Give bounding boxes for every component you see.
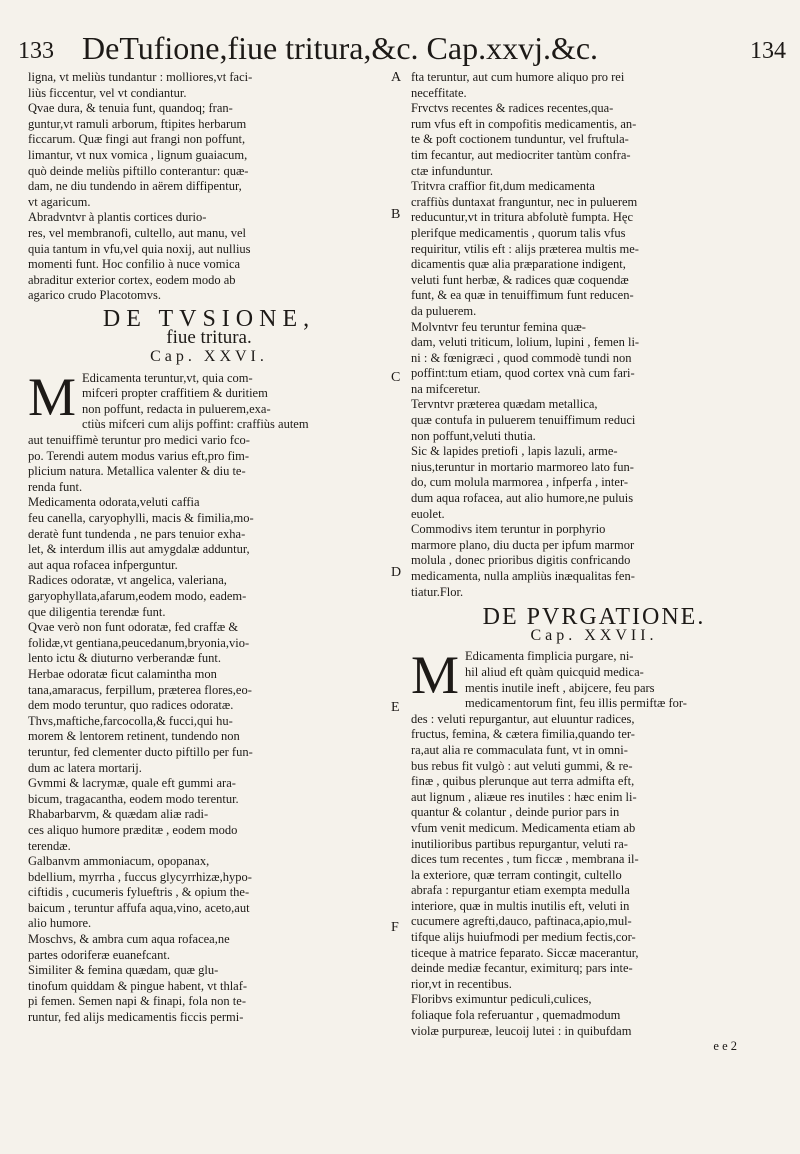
text-line: Moschvs, & ambra cum aqua rofacea,ne	[28, 932, 230, 947]
text-line: te & poft coctionem tunduntur, vel fruftula-	[411, 132, 629, 147]
section-heading-tusione: DE TVSIONE,	[102, 305, 316, 332]
text-line: runtur, fed alijs medicamentis ficcis permi-	[28, 1010, 244, 1025]
text-line: Rhabarbarvm, & quædam aliæ radi-	[28, 807, 209, 822]
text-line: hil aliud eft quàm quicquid medica-	[465, 664, 644, 679]
text-line: Sic & lapides pretiofi , lapis lazuli, arme-	[411, 444, 618, 459]
drop-capital: M	[28, 366, 77, 427]
text-line: mentis inutile ineft , abijcere, feu pars	[465, 680, 655, 695]
text-line: que diligentia terendæ funt.	[28, 604, 166, 619]
text-line: ces aliquo humore præditæ , eodem modo	[28, 822, 238, 837]
text-line: tifque alijs huiufmodi per medium fectis,cor-	[411, 930, 636, 945]
text-line: rum vfus eft in compofitis medicamentis, an-	[411, 116, 637, 131]
text-line: res, vel membranofi, cultello, aut manu, vel	[28, 225, 246, 240]
text-line: dem modo teruntur, quo radices odoratæ.	[28, 698, 234, 713]
text-line: Gvmmi & lacrymæ, quale eft gummi ara-	[28, 776, 236, 791]
text-line: foliaque fola referuantur , quemadmodum	[411, 1008, 621, 1023]
text-line: Thvs,maftiche,farcocolla,& fucci,qui hu-	[28, 713, 233, 728]
text-line: ciftidis , cucumeris fylueftris , & opium the-	[28, 885, 250, 900]
text-line: plerifque medicamentis , quorum talis vfus	[411, 225, 626, 240]
text-line: cucumere agrefti,dauco, paftinaca,apio,mul-	[411, 914, 632, 929]
text-line: do, cum molula marmorea , infperfa , inter-	[411, 475, 629, 490]
text-line: Molvntvr feu teruntur femina quæ-	[411, 319, 586, 334]
right-section-text	[411, 645, 777, 1039]
text-line: des : veluti repurgantur, aut eluuntur radices,	[411, 711, 635, 726]
text-line: pi femen. Semen napi & finapi, fola non te-	[28, 994, 246, 1009]
text-line: requiritur, vtilis eft : alijs præterea multis me-	[411, 241, 639, 256]
text-line: rior,vt in recentibus.	[411, 976, 512, 991]
text-line: Edicamenta teruntur,vt, quia com-	[82, 370, 253, 385]
text-line: po. Terendi autem modus varius eft,pro fim-	[28, 448, 250, 463]
text-line: neceffitate.	[411, 85, 467, 100]
text-line: inutilioribus partibus repurgantur, veluti ra-	[411, 836, 628, 851]
text-line: aut tenuiffimè teruntur pro medici vario fco-	[28, 433, 250, 448]
page-number-left: 133	[18, 38, 54, 64]
text-line: ticeque à matrice feparato. Siccæ macerantur,	[411, 945, 639, 960]
chapter-number-27: Cap. XXVII.	[530, 626, 658, 644]
marker-b: B	[391, 207, 401, 222]
text-line: la exteriore, quæ terram contingit, cultello	[411, 867, 622, 882]
text-line: bus rebus fit vulgò : aut veluti gummi, & re-	[411, 758, 633, 773]
section-heading-purgatione: DE PVRGATIONE.	[482, 604, 706, 631]
text-line: vt agaricum.	[28, 194, 91, 209]
text-line: feu canella, caryophylli, macis & fimilia,mo-	[28, 511, 254, 526]
text-line: tiatur.Flor.	[411, 584, 464, 599]
text-line: folidæ,vt gentiana,peucedanum,bryonia,vio-	[28, 635, 250, 650]
text-line: plicium natura. Metallica valenter & diu te-	[28, 464, 246, 479]
text-line: lento ictu & diuturno verberandæ funt.	[28, 651, 222, 666]
text-line: Qvae verò non funt odoratæ, fed craffæ &	[28, 620, 239, 635]
text-line: guntur,vt ramuli arborum, ftipites herbarum	[28, 116, 247, 131]
text-line: poffint:tum etiam, quod cortex vnà cum fari-	[411, 366, 635, 381]
text-line: fta teruntur, aut cum humore aliquo pro rei	[411, 70, 625, 84]
text-line: Commodivs item teruntur in porphyrio	[411, 522, 606, 537]
text-line: ligna, vt meliùs tundantur : molliores,vt faci-	[28, 70, 253, 84]
text-line: quæ contufa in puluerem tenuiffimum reduci	[411, 413, 636, 428]
text-line: euolet.	[411, 506, 445, 521]
text-line: abraditur exterior cortex, eodem modo ab	[28, 272, 236, 287]
text-line: ficcarum. Quæ fingi aut frangi non poffunt,	[28, 132, 246, 147]
text-line: bicum, tragacantha, eodem modo terentur.	[28, 791, 239, 806]
page-number-right: 134	[750, 38, 786, 64]
right-column	[411, 70, 777, 1115]
text-line: baicum , teruntur affufa aqua,vino, aceto,aut	[28, 900, 250, 915]
drop-capital: M	[411, 645, 460, 706]
text-line: vfum venit medicum. Medicamenta etiam ab	[411, 820, 636, 835]
text-line: medicamenta, nulla ampliùs inæqualitas fen-	[411, 569, 635, 583]
text-line: Radices odoratæ, vt angelica, valeriana,	[28, 573, 227, 588]
text-line: aut aqua rofacea infperguntur.	[28, 557, 178, 572]
text-line: da puluerem.	[411, 303, 477, 318]
text-line: Qvae dura, & tenuia funt, quandoq; fran-	[28, 101, 233, 116]
text-line: dices tum recentes , tum ficcæ , membrana il-	[411, 852, 639, 867]
right-continuation-text	[411, 70, 777, 600]
text-line: dam, veluti triticum, lolium, lupini , femen li-	[411, 335, 640, 350]
text-line: dum ac latera mortarij.	[28, 760, 142, 775]
marker-a: A	[391, 70, 402, 85]
chapter-number-26: Cap. XXVI.	[150, 348, 268, 366]
text-line: let, & interdum illis aut amygdalæ adduntur,	[28, 542, 250, 557]
text-line: Galbanvm ammoniacum, opopanax,	[28, 854, 210, 869]
text-line: non poffunt, redacta in puluerem,exa-	[82, 401, 271, 416]
text-line: quò deinde meliùs piftillo conterantur: quæ-	[28, 163, 249, 178]
text-line: tana,amaracus, ferpillum, præterea flores,eo-	[28, 682, 252, 697]
text-line: funt, & ea quæ in tenuiffimum funt reducen-	[411, 288, 634, 303]
text-line: quia tantum in vfu,vel quia noxij, aut nullius	[28, 241, 251, 256]
text-line: teruntur, fed clementer ducto piftillo per fun-	[28, 744, 253, 759]
text-line: Edicamenta fimplicia purgare, ni-	[465, 649, 634, 664]
text-line: mifceri propter craffitiem & duritiem	[82, 386, 268, 401]
text-line: veluti funt herbæ, & radices quæ coquendæ	[411, 272, 629, 287]
text-line: Tervntvr præterea quædam metallica,	[411, 397, 598, 412]
text-line: garyophyllata,afarum,eodem modo, eadem-	[28, 589, 247, 603]
text-line: non poffunt,veluti thutia.	[411, 428, 536, 443]
text-line: terendæ.	[28, 838, 71, 853]
left-section-body	[28, 366, 390, 1026]
text-line: reducuntur,vt in tritura abfolutè fumpta. Hęc	[411, 210, 633, 225]
text-line: molula , donec prioribus digitis confricando	[411, 553, 631, 568]
text-line: craffiùs duntaxat franguntur, nec in puluerem	[411, 194, 638, 209]
text-line: Tritvra craffior fit,dum medicamenta	[411, 179, 595, 194]
marker-d: D	[391, 565, 402, 580]
text-line: tinofum quiddam & pingue habent, vt thlaf-	[28, 978, 248, 993]
catchword: e e 2	[713, 1039, 737, 1054]
text-line: deinde mediæ fecantur, eximiturq; pars inte-	[411, 961, 633, 976]
marker-c: C	[391, 370, 401, 385]
text-line: ctiùs mifceri cum alijs poffint: craffiùs autem	[82, 417, 309, 432]
text-line: ni : & fœnigræci , quod commodè tundi non	[411, 350, 632, 365]
text-line: nius,teruntur in mortario marmoreo lato fun-	[411, 459, 634, 474]
left-intro-text	[28, 70, 390, 304]
text-line: Floribvs eximuntur pediculi,culices,	[411, 992, 592, 1007]
text-line: violæ purpureæ, leucoij lutei : in quibufdam	[411, 1023, 632, 1038]
text-line: momenti funt. Hoc confilio à nuce vomica	[28, 257, 241, 272]
text-line: renda funt.	[28, 479, 83, 494]
text-line: abrafa : repurgantur etiam exempta medulla	[411, 883, 630, 898]
text-line: marmore plano, diu ducta per ipfum marmor	[411, 537, 635, 552]
text-line: aut lignum , aliæue res inutiles : hæc enim li-	[411, 789, 637, 804]
marker-f: F	[391, 920, 399, 935]
text-line: limantur, vt nux vomica , lignum guaiacum,	[28, 147, 248, 162]
text-line: tim fecantur, aut mediocriter tantùm confra-	[411, 147, 631, 162]
text-line: agarico crudo Placotomvs.	[28, 288, 161, 303]
text-line: Medicamenta odorata,veluti caffia	[28, 495, 200, 510]
text-line: interiore, quæ in multis inutilis eft, veluti in	[411, 898, 630, 913]
text-line: Herbae odoratæ ficut calamintha mon	[28, 666, 217, 681]
text-line: dum aqua rofacea, aut alio humore,ne puluis	[411, 491, 634, 506]
text-line: ctæ infunduntur.	[411, 163, 493, 178]
text-line: na mifceretur.	[411, 381, 481, 396]
text-line: Frvctvs recentes & radices recentes,qua-	[411, 101, 614, 116]
text-line: finæ , quibus plerunque aut terra admifta eft,	[411, 774, 635, 789]
text-line: bdellium, myrrha , fuccus glycyrrhizæ,hypo-	[28, 869, 252, 884]
running-title: DeTufione,fiue tritura,&c. Cap.xxvj.&c.	[82, 30, 599, 66]
text-line: partes odoriferæ euanefcant.	[28, 947, 170, 962]
text-line: ra,aut alia re commaculata funt, vt in omni-	[411, 742, 628, 757]
text-line: dam, ne diu tundendo in aërem diffipentur,	[28, 179, 242, 194]
text-line: dicamentis quæ alia præparatione indigent,	[411, 257, 626, 272]
section-subheading-tritura: fiue tritura.	[166, 326, 252, 348]
text-line: Similiter & femina quædam, quæ glu-	[28, 963, 219, 978]
text-line: Abradvntvr à plantis cortices durio-	[28, 210, 207, 225]
text-line: quantur & colantur , deinde purior pars in	[411, 805, 620, 820]
left-column	[28, 70, 390, 1100]
text-line: alio humore.	[28, 916, 92, 931]
marker-e: E	[391, 700, 400, 715]
left-section-text	[28, 366, 390, 1026]
text-line: morem & lentorem retinent, tundendo non	[28, 729, 240, 744]
text-line: fructus, femina, & cætera fimilia,quando ter-	[411, 727, 635, 742]
right-section-body	[411, 645, 777, 1039]
text-line: deratè funt tundenda , ne pars tenuior exha-	[28, 526, 246, 541]
text-line: liùs ficcentur, vel vt condiantur.	[28, 85, 187, 100]
text-line: medicamentorum fint, feu illis permiftæ for-	[465, 696, 687, 711]
